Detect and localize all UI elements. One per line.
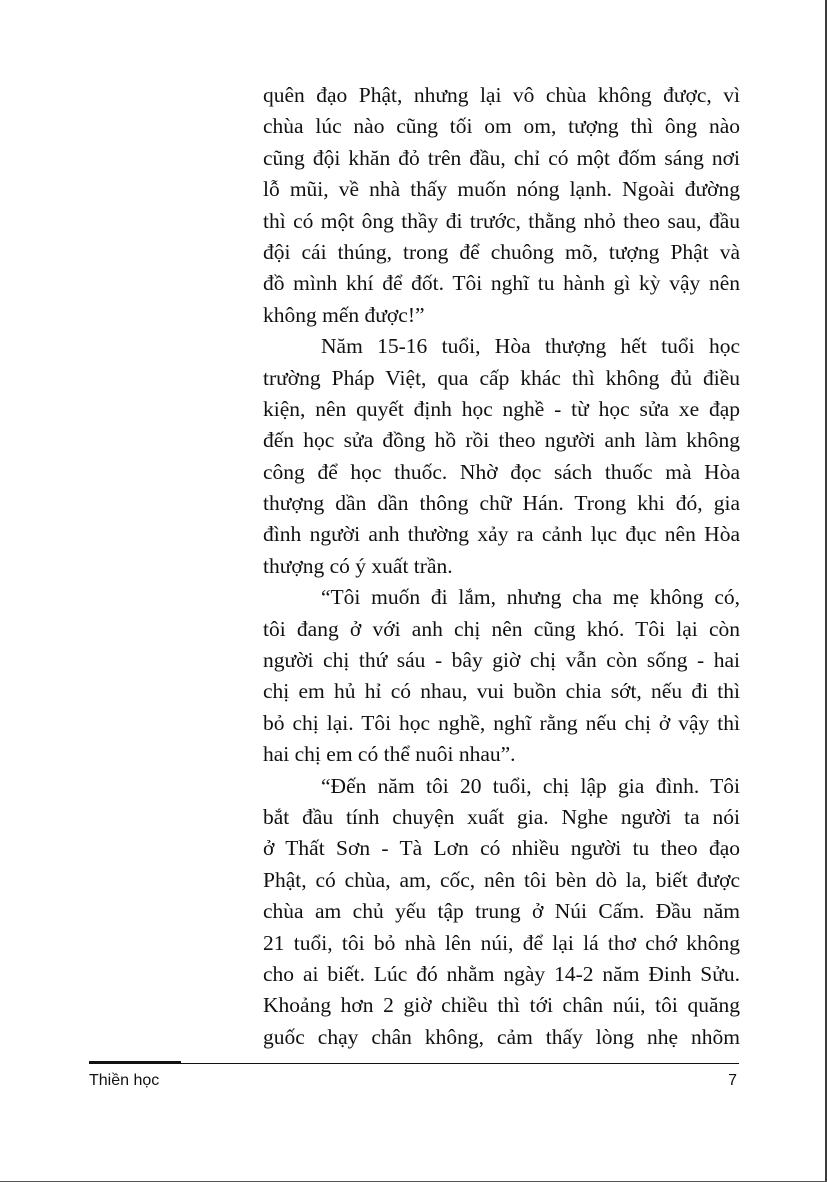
page-body: [263, 80, 740, 1053]
text-line: cũng đội khăn đỏ trên đầu, chỉ có một đốm sáng nơi: [263, 145, 740, 170]
text-line: kiện, nên quyết định học nghề - từ học sửa xe đạp: [263, 396, 740, 421]
text-line: ở Thất Sơn - Tà Lơn có nhiều người tu theo đạo: [263, 836, 740, 861]
text-line: Khoảng hơn 2 giờ chiều thì tới chân núi, tôi quăng: [263, 993, 740, 1018]
text-line: cho ai biết. Lúc đó nhằm ngày 14-2 năm Đinh Sửu.: [263, 961, 740, 986]
text-line: chị em hủ hỉ có nhau, vui buồn chia sớt, nếu đi thì: [263, 679, 740, 704]
text-line: đội cái thúng, trong để chuông mõ, tượng Phật và: [263, 239, 740, 264]
text-line: chùa lúc nào cũng tối om om, tượng thì ông nào: [263, 114, 740, 139]
footer-rule: [89, 1063, 739, 1064]
text-line: bắt đầu tính chuyện xuất gia. Nghe người ta nói: [263, 804, 740, 829]
text-line: đồ mình khí để đốt. Tôi nghĩ tu hành gì kỳ vậy nên: [263, 271, 740, 296]
text-line: đình người anh thường xảy ra cảnh lục đục nên Hòa: [263, 522, 740, 547]
text-line: lỗ mũi, về nhà thấy muốn nóng lạnh. Ngoài đường: [263, 177, 740, 202]
text-line: trường Pháp Việt, qua cấp khác thì không đủ điều: [263, 365, 740, 390]
text-line: guốc chạy chân không, cảm thấy lòng nhẹ nhõm: [263, 1024, 740, 1049]
text-line: Năm 15-16 tuổi, Hòa thượng hết tuổi học: [321, 334, 740, 359]
text-line: đến học sửa đồng hồ rồi theo người anh làm không: [263, 428, 740, 453]
text-line: không mến được!”: [263, 302, 425, 327]
text-line: người chị thứ sáu - bây giờ chị vẫn còn sống - hai: [263, 648, 740, 673]
text-line: chùa am chủ yếu tập trung ở Núi Cấm. Đầu năm: [263, 899, 740, 924]
page-number: 7: [728, 1072, 737, 1089]
footer-title: Thiền học: [89, 1072, 160, 1089]
text-line: Phật, có chùa, am, cốc, nên tôi bèn dò la, biết được: [263, 867, 740, 892]
text-line: bỏ chị lại. Tôi học nghề, nghĩ rằng nếu chị ở vậy thì: [263, 710, 740, 735]
text-line: thượng dần dần thông chữ Hán. Trong khi đó, gia: [263, 491, 740, 516]
text-line: thì có một ông thầy đi trước, thằng nhỏ theo sau, đầu: [263, 208, 740, 233]
text-line: thượng có ý xuất trần.: [263, 553, 453, 578]
text-line: “Đến năm tôi 20 tuổi, chị lập gia đình. Tôi: [321, 773, 740, 798]
text-line: quên đạo Phật, nhưng lại vô chùa không được, vì: [263, 83, 740, 107]
text-line: “Tôi muốn đi lắm, nhưng cha mẹ không có,: [321, 585, 740, 610]
text-line: tôi đang ở với anh chị nên cũng khó. Tôi lại còn: [263, 616, 740, 641]
text-line: hai chị em có thể nuôi nhau”.: [263, 742, 516, 767]
text-line: công để học thuốc. Nhờ đọc sách thuốc mà Hòa: [263, 459, 740, 484]
text-line: 21 tuổi, tôi bỏ nhà lên núi, để lại lá thơ chớ không: [263, 930, 740, 955]
